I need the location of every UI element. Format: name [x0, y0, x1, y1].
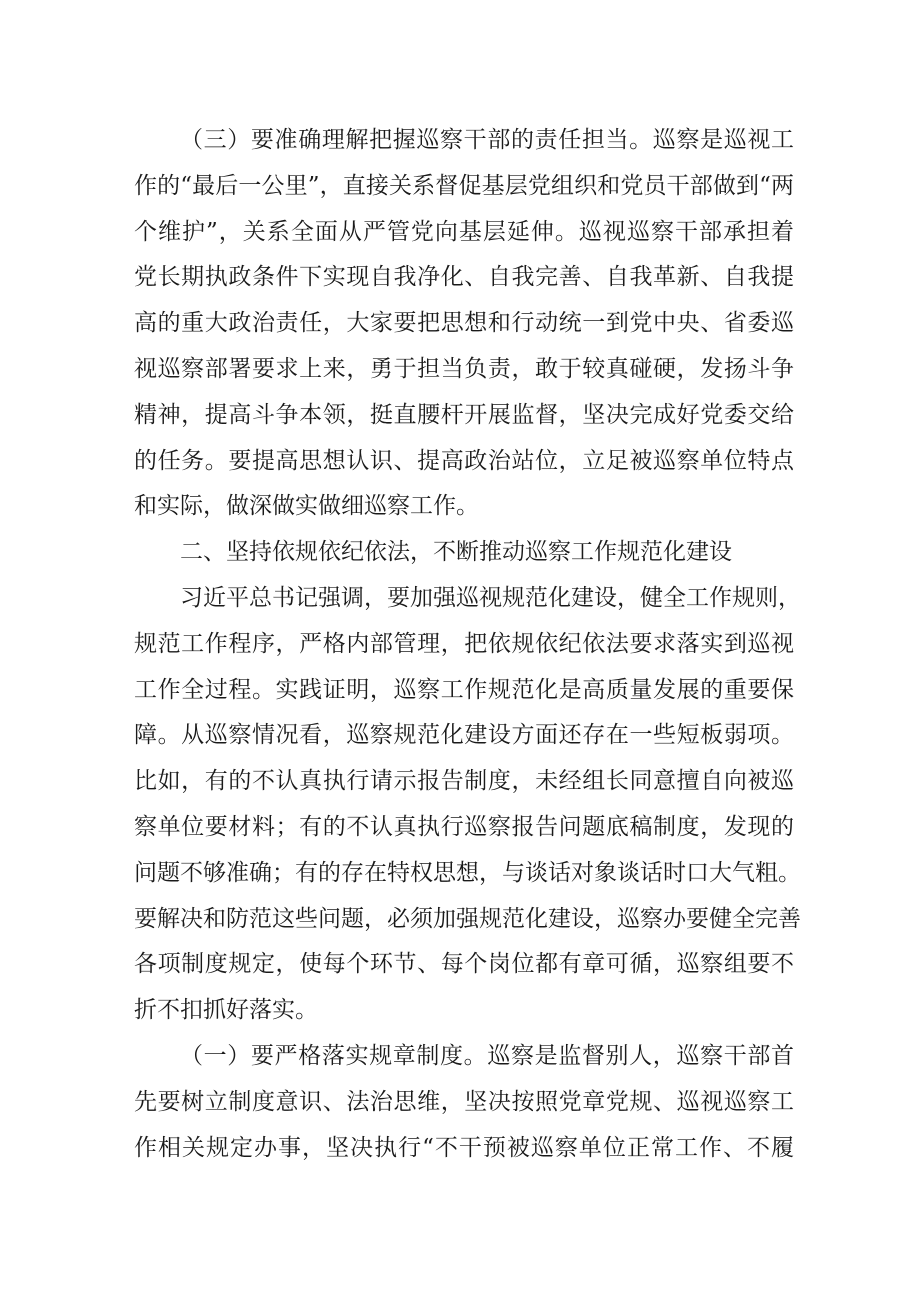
text-line: 工作全过程。实践证明，巡察工作规范化是高质量发展的重要保 — [134, 676, 794, 703]
text-line: 的任务。要提高思想认识、提高政治站位，立足被巡察单位特点 — [134, 447, 794, 474]
text-line: 视巡察部署要求上来，勇于担当负责，敢于较真碰硬，发扬斗争 — [134, 355, 794, 382]
text-line: 精神，提高斗争本领，挺直腰杆开展监督，坚决完成好党委交给 — [134, 401, 794, 428]
text-line: 要解决和防范这些问题，必须加强规范化建设，巡察办要健全完善 — [134, 905, 801, 932]
text-line: 问题不够准确；有的存在特权思想，与谈话对象谈话时口大气粗。 — [134, 859, 801, 886]
text-line: 障。从巡察情况看，巡察规范化建设方面还存在一些短板弱项。 — [134, 722, 794, 749]
heading-line: 二、坚持依规依纪依法，不断推动巡察工作规范化建设 — [180, 539, 732, 566]
text-line: 比如，有的不认真执行请示报告制度，未经组长同意擅自向被巡 — [134, 768, 794, 795]
section-heading — [134, 530, 794, 576]
document-body — [134, 118, 801, 1171]
text-line: 规范工作程序，严格内部管理，把依规依纪依法要求落实到巡视 — [134, 630, 794, 657]
text-line: 折不扣抓好落实。 — [134, 997, 318, 1024]
text-line: 各项制度规定，使每个环节、每个岗位都有章可循，巡察组要不 — [134, 951, 794, 978]
text-line: 作的“最后一公里”，直接关系督促基层党组织和党员干部做到“两 — [134, 172, 794, 199]
text-line: 高的重大政治责任，大家要把思想和行动统一到党中央、省委巡 — [134, 310, 794, 337]
paragraph-regulations — [134, 1034, 794, 1171]
text-line: 作相关规定办事，坚决执行“不干预被巡察单位正常工作、不履 — [134, 1134, 794, 1161]
paragraph-responsibility — [134, 118, 794, 530]
text-line: 党长期执政条件下实现自我净化、自我完善、自我革新、自我提 — [134, 264, 794, 291]
text-line: （三）要准确理解把握巡察干部的责任担当。巡察是巡视工 — [180, 127, 794, 153]
text-line: 个维护”，关系全面从严管党向基层延伸。巡视巡察干部承担着 — [134, 218, 794, 245]
text-line: 察单位要材料；有的不认真执行巡察报告问题底稿制度，发现的 — [134, 813, 794, 840]
text-line: 习近平总书记强调，要加强巡视规范化建设，健全工作规则， — [180, 584, 801, 611]
text-line: 先要树立制度意识、法治思维，坚决按照党章党规、巡视巡察工 — [134, 1088, 794, 1115]
text-line: 和实际，做深做实做细巡察工作。 — [134, 493, 479, 520]
text-line: （一）要严格落实规章制度。巡察是监督别人，巡察干部首 — [180, 1042, 794, 1069]
paragraph-standardization — [134, 576, 801, 1034]
